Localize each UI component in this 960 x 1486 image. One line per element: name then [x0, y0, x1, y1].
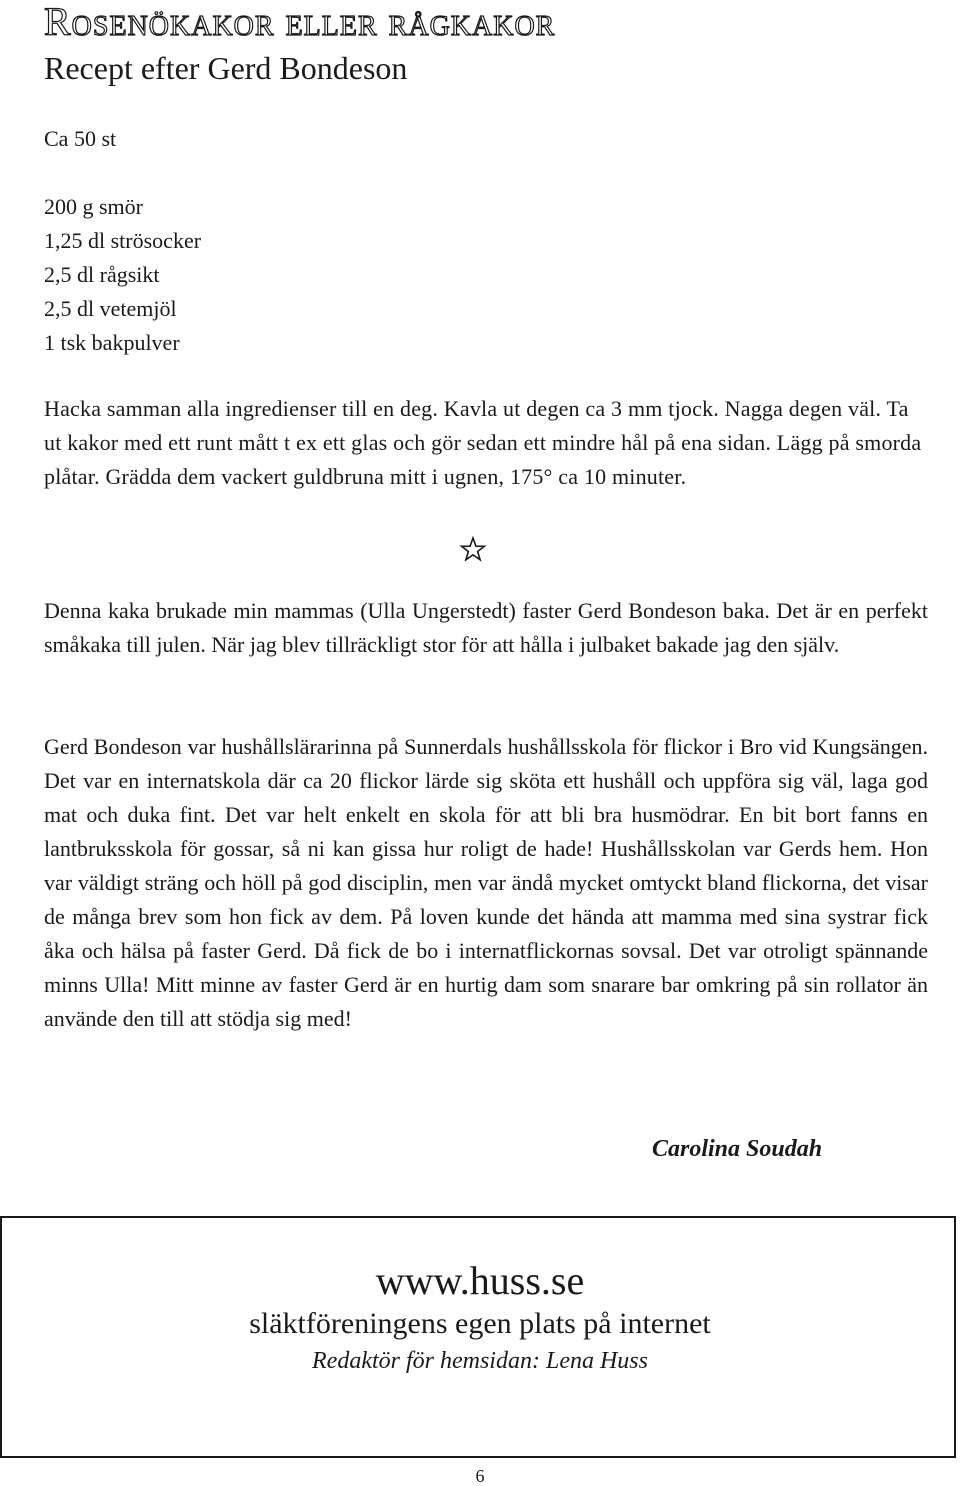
recipe-instructions: Hacka samman alla ingredienser till en deg. Kavla ut degen ca 3 mm tjock. Nagga degen väl. Ta ut kakor med ett runt mått t ex ett glas och gör sedan ett mindre hål på ena sidan. Lägg på smorda plåtar. Grädda dem vackert guldbruna mitt i ugnen, 175° ca 10 minuter.: [44, 396, 922, 489]
recipe-subtitle: Recept efter Gerd Bondeson: [44, 50, 408, 86]
page-number: 6: [475, 1466, 485, 1486]
ingredient-list: [44, 190, 201, 360]
recipe-yield: Ca 50 st: [44, 126, 117, 151]
ingredient-item: 1,25 dl strösocker: [44, 228, 202, 253]
website-editor: Redaktör för hemsidan: Lena Huss: [312, 1348, 648, 1374]
ingredient-item: 2,5 dl rågsikt: [44, 262, 160, 287]
ingredient-item: 2,5 dl vetemjöl: [44, 296, 177, 321]
website-tagline: släktföreningens egen plats på internet: [249, 1307, 711, 1340]
star-outline-icon: [459, 536, 487, 564]
story-paragraph: Gerd Bondeson var hushållslärarinna på Sunnerdals hushållsskola för flickor i Bro vid Kungsängen. Det var en internatskola där ca 20 flickor lärde sig sköta ett hushåll och uppföra sig väl, laga god mat och duka fint. Det var helt enkelt en skola för att bli bra husmödrar. En bit bort fanns en lantbruksskola för gossar, så ni kan gissa hur roligt de hade! Hushållsskolan var Gerds hem. Hon var väldigt sträng och höll på god disciplin, men var ändå mycket omtyckt bland flickorna, det visar de många brev som hon fick av dem. På loven kunde det hända att mamma med sina systrar fick åka och hälsa på faster Gerd. Då fick de bo i internatflickornas sovsal. Det var otroligt spännande minns Ulla! Mitt minne av faster Gerd är en hurtig dam som snarare bar omkring på sin rollator än använde den till att stödja sig med!: [44, 734, 928, 1031]
author-signature: Carolina Soudah: [652, 1136, 823, 1162]
recipe-title: Rosenökakor eller rågkakor: [44, 0, 556, 44]
website-url: www.huss.se: [375, 1258, 585, 1303]
ingredient-item: 200 g smör: [44, 194, 143, 219]
story-paragraph: Denna kaka brukade min mammas (Ulla Ungerstedt) faster Gerd Bondeson baka. Det är en perfekt småkaka till julen. När jag blev tillräckligt stor för att hålla i julbaket bakade jag den själv.: [44, 598, 928, 657]
ingredient-item: 1 tsk bakpulver: [44, 330, 180, 355]
